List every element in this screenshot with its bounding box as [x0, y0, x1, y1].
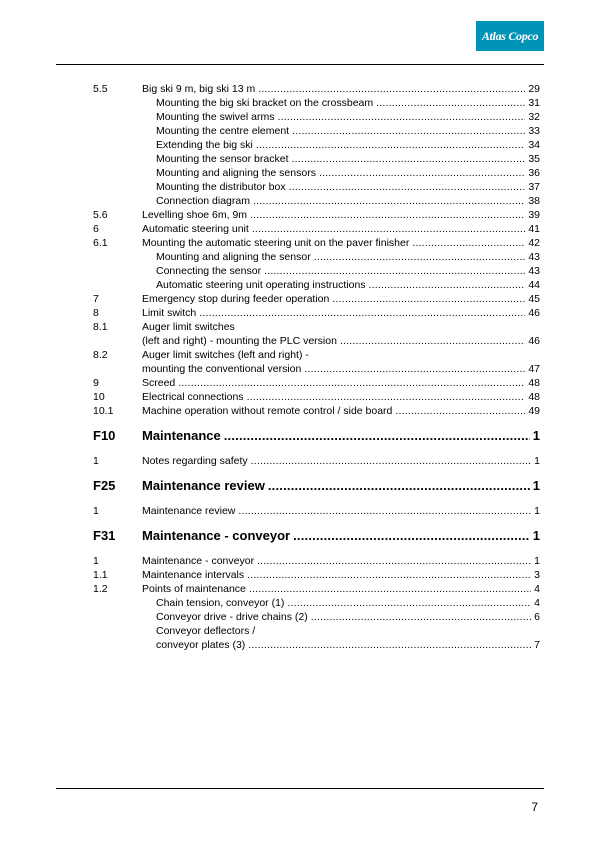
toc-entry[interactable]	[93, 292, 540, 306]
toc-entry[interactable]	[93, 82, 540, 96]
toc-dot-leader	[178, 376, 525, 390]
toc-entry-line	[142, 362, 540, 376]
toc-page-number: 39	[528, 209, 540, 221]
toc-entry[interactable]	[93, 138, 540, 152]
toc-entry-title: Notes regarding safety	[142, 455, 248, 467]
toc-dot-leader	[247, 390, 526, 404]
toc-dot-leader	[332, 292, 525, 306]
toc-entry-line	[156, 152, 540, 166]
toc-entry[interactable]	[93, 320, 540, 334]
toc-entry-line	[142, 454, 540, 468]
toc-dot-leader	[251, 454, 532, 468]
toc-entry[interactable]	[93, 180, 540, 194]
toc-entry-number: 8.2	[93, 349, 108, 361]
toc-entry-line	[156, 264, 540, 278]
toc-page-number: 48	[528, 377, 540, 389]
toc-entry[interactable]	[93, 278, 540, 292]
toc-entry-title: Mounting the distributor box	[156, 181, 286, 193]
toc-section-heading[interactable]	[93, 525, 540, 547]
toc-entry-line	[156, 596, 540, 610]
toc-entry-number: 6	[93, 223, 99, 235]
toc-spacer	[93, 468, 540, 475]
toc-dot-leader	[248, 638, 531, 652]
toc-page-number: 4	[534, 597, 540, 609]
toc-dot-leader	[376, 96, 525, 110]
toc-dot-leader	[293, 525, 530, 547]
toc-entry-line	[142, 320, 540, 334]
toc-entry-number: 8	[93, 307, 99, 319]
toc-entry-line	[142, 425, 540, 447]
toc-entry-number: 1	[93, 555, 99, 567]
toc-page-number: 7	[534, 639, 540, 651]
toc-entry[interactable]	[93, 376, 540, 390]
toc-dot-leader	[247, 568, 531, 582]
toc-entry[interactable]	[93, 504, 540, 518]
toc-page-number: 4	[534, 583, 540, 595]
toc-dot-leader	[304, 362, 525, 376]
toc-spacer	[93, 418, 540, 425]
toc-dot-leader	[224, 425, 530, 447]
toc-entry-title: Mounting and aligning the sensors	[156, 167, 316, 179]
toc-dot-leader	[268, 475, 530, 497]
toc-entry-line	[142, 334, 540, 348]
toc-entry-line	[142, 390, 540, 404]
toc-entry-title: Big ski 9 m, big ski 13 m	[142, 83, 256, 95]
toc-entry-number: F25	[93, 478, 116, 493]
toc-entry-title: Connection diagram	[156, 195, 250, 207]
toc-entry-line	[142, 376, 540, 390]
toc-entry-number: 7	[93, 293, 99, 305]
toc-entry-line	[142, 306, 540, 320]
toc-entry-title: mounting the conventional version	[142, 363, 302, 375]
toc-entry[interactable]	[93, 306, 540, 320]
toc-dot-leader	[256, 138, 525, 152]
toc-entry-line	[156, 180, 540, 194]
toc-entry-number: 6.1	[93, 237, 108, 249]
toc-entry-line	[142, 504, 540, 518]
toc-entry[interactable]	[93, 124, 540, 138]
toc-page-number: 43	[528, 265, 540, 277]
toc-dot-leader	[311, 610, 531, 624]
toc-entry[interactable]	[93, 96, 540, 110]
toc-entry-title: Levelling shoe 6m, 9m	[142, 209, 248, 221]
toc-entry-line	[142, 292, 540, 306]
toc-page-number: 43	[528, 251, 540, 263]
toc-spacer	[93, 518, 540, 525]
toc-page-number: 1	[532, 428, 540, 443]
toc-section-heading[interactable]	[93, 425, 540, 447]
toc-dot-leader	[249, 582, 531, 596]
toc-page-number: 49	[528, 405, 540, 417]
toc-entry-number: 1.1	[93, 569, 108, 581]
toc-entry-number: 10.1	[93, 405, 114, 417]
toc-dot-leader	[314, 250, 526, 264]
toc-entry-line	[156, 110, 540, 124]
toc-entry[interactable]	[93, 208, 540, 222]
toc-entry[interactable]	[93, 624, 540, 638]
toc-entry[interactable]	[93, 348, 540, 362]
toc-page-number: 1	[534, 555, 540, 567]
toc-entry[interactable]	[93, 362, 540, 376]
toc-entry-title: conveyor plates (3)	[156, 639, 246, 651]
toc-entry[interactable]	[93, 110, 540, 124]
toc-entry[interactable]	[93, 166, 540, 180]
toc-entry[interactable]	[93, 638, 540, 652]
toc-entry-title: Maintenance review	[142, 478, 265, 493]
toc-entry[interactable]	[93, 582, 540, 596]
toc-entry[interactable]	[93, 454, 540, 468]
toc-entry-line	[142, 568, 540, 582]
toc-dot-leader	[292, 152, 526, 166]
toc-entry-line	[156, 96, 540, 110]
toc-entry-line	[156, 250, 540, 264]
toc-entry-line	[142, 404, 540, 418]
toc-entry[interactable]	[93, 222, 540, 236]
toc-entry-title: Mounting the sensor bracket	[156, 153, 289, 165]
toc-entry-line	[142, 82, 540, 96]
toc-page-number: 1	[534, 505, 540, 517]
toc-page-number: 46	[528, 335, 540, 347]
toc-entry-title: Chain tension, conveyor (1)	[156, 597, 285, 609]
toc-dot-leader	[412, 236, 525, 250]
toc-dot-leader	[252, 222, 526, 236]
toc-dot-leader	[258, 82, 525, 96]
toc-page-number: 1	[532, 478, 540, 493]
toc-dot-leader	[289, 180, 526, 194]
toc-entry-line	[142, 348, 540, 362]
toc-dot-leader	[264, 264, 525, 278]
toc-entry[interactable]	[93, 596, 540, 610]
toc-page-number: 38	[528, 195, 540, 207]
toc-spacer	[93, 447, 540, 454]
toc-entry-line	[156, 124, 540, 138]
toc-entry[interactable]	[93, 250, 540, 264]
toc-dot-leader	[250, 208, 525, 222]
toc-entry-title: Mounting the centre element	[156, 125, 290, 137]
toc-entry-title: Maintenance - conveyor	[142, 528, 291, 543]
toc-dot-leader	[369, 278, 526, 292]
toc-entry-title: Electrical connections	[142, 391, 244, 403]
toc-entry-title: Mounting the big ski bracket on the crossbeam	[156, 97, 374, 109]
toc-entry-line	[142, 475, 540, 497]
toc-entry[interactable]	[93, 236, 540, 250]
toc-page-number: 31	[528, 97, 540, 109]
toc-entry-title: Auger limit switches	[142, 321, 235, 333]
toc-entry-title: Conveyor drive - drive chains (2)	[156, 611, 308, 623]
toc-entry-line	[156, 166, 540, 180]
toc-dot-leader	[287, 596, 531, 610]
toc-entry-title: Conveyor deflectors /	[156, 625, 256, 637]
toc-spacer	[93, 547, 540, 554]
toc-entry-number: F31	[93, 528, 116, 543]
toc-entry-number: 1	[93, 505, 99, 517]
toc-entry-title: Mounting the automatic steering unit on the paver finisher	[142, 237, 410, 249]
toc-entry-title: Connecting the sensor	[156, 265, 262, 277]
toc-entry-title: Machine operation without remote control / side board	[142, 405, 393, 417]
toc-entry-number: 5.5	[93, 83, 108, 95]
toc-entry-line	[142, 525, 540, 547]
toc-dot-leader	[292, 124, 525, 138]
atlas-copco-logo: Atlas Copco	[476, 21, 544, 51]
toc-entry-number: 8.1	[93, 321, 108, 333]
toc-page-number: 1	[532, 528, 540, 543]
toc-entry-line	[142, 208, 540, 222]
toc-entry-title: Extending the big ski	[156, 139, 253, 151]
toc-page-number: 47	[528, 363, 540, 375]
toc-entry-line	[156, 624, 540, 638]
toc-entry-title: Mounting and aligning the sensor	[156, 251, 311, 263]
toc-page-number: 41	[528, 223, 540, 235]
toc-page-number: 32	[528, 111, 540, 123]
toc-entry-title: Automatic steering unit operating instructions	[156, 279, 366, 291]
toc-entry[interactable]	[93, 610, 540, 624]
toc-entry-title: Emergency stop during feeder operation	[142, 293, 330, 305]
footer-rule	[56, 788, 544, 789]
toc-page-number: 34	[528, 139, 540, 151]
toc-page-number: 36	[528, 167, 540, 179]
toc-entry-title: Maintenance - conveyor	[142, 555, 255, 567]
toc-entry-line	[142, 554, 540, 568]
toc-dot-leader	[340, 334, 525, 348]
toc-section-heading[interactable]	[93, 475, 540, 497]
page-number: 7	[531, 800, 538, 814]
toc-entry[interactable]	[93, 264, 540, 278]
toc-dot-leader	[319, 166, 525, 180]
toc-entry[interactable]	[93, 568, 540, 582]
toc-entry-number: 5.6	[93, 209, 108, 221]
table-of-contents	[93, 82, 540, 652]
toc-page-number: 46	[528, 307, 540, 319]
toc-entry-line	[156, 278, 540, 292]
toc-entry[interactable]	[93, 194, 540, 208]
toc-entry-title: Maintenance intervals	[142, 569, 245, 581]
toc-page-number: 48	[528, 391, 540, 403]
toc-entry-title: Auger limit switches (left and right) -	[142, 349, 309, 361]
toc-entry-number: 1	[93, 455, 99, 467]
toc-page-number: 44	[528, 279, 540, 291]
toc-entry[interactable]	[93, 334, 540, 348]
toc-page-number: 42	[528, 237, 540, 249]
toc-page-number: 37	[528, 181, 540, 193]
toc-spacer	[93, 497, 540, 504]
toc-entry-title: Points of maintenance	[142, 583, 246, 595]
toc-entry-line	[156, 638, 540, 652]
toc-dot-leader	[253, 194, 525, 208]
toc-page-number: 1	[534, 455, 540, 467]
toc-entry-line	[156, 138, 540, 152]
toc-entry[interactable]	[93, 390, 540, 404]
toc-entry-title: Limit switch	[142, 307, 197, 319]
header-rule	[56, 64, 544, 65]
toc-entry-line	[142, 582, 540, 596]
toc-entry-line	[142, 236, 540, 250]
toc-page-number: 3	[534, 569, 540, 581]
toc-entry-number: 9	[93, 377, 99, 389]
toc-entry-title: (left and right) - mounting the PLC version	[142, 335, 337, 347]
toc-entry-title: Maintenance	[142, 428, 221, 443]
toc-entry-title: Automatic steering unit	[142, 223, 249, 235]
toc-page-number: 45	[528, 293, 540, 305]
toc-entry-title: Mounting the swivel arms	[156, 111, 275, 123]
toc-entry-line	[156, 610, 540, 624]
toc-entry-title: Maintenance review	[142, 505, 236, 517]
toc-dot-leader	[395, 404, 525, 418]
toc-dot-leader	[199, 306, 525, 320]
toc-dot-leader	[257, 554, 531, 568]
toc-entry[interactable]	[93, 404, 540, 418]
toc-dot-leader	[277, 110, 525, 124]
toc-page-number: 33	[528, 125, 540, 137]
toc-entry[interactable]	[93, 152, 540, 166]
toc-page-number: 35	[528, 153, 540, 165]
toc-page-number: 29	[528, 83, 540, 95]
toc-dot-leader	[238, 504, 531, 518]
toc-entry-number: 1.2	[93, 583, 108, 595]
toc-entry-number: F10	[93, 428, 116, 443]
toc-page-number: 6	[534, 611, 540, 623]
toc-entry-title: Screed	[142, 377, 176, 389]
toc-entry[interactable]	[93, 554, 540, 568]
toc-entry-line	[156, 194, 540, 208]
toc-entry-number: 10	[93, 391, 105, 403]
toc-entry-line	[142, 222, 540, 236]
